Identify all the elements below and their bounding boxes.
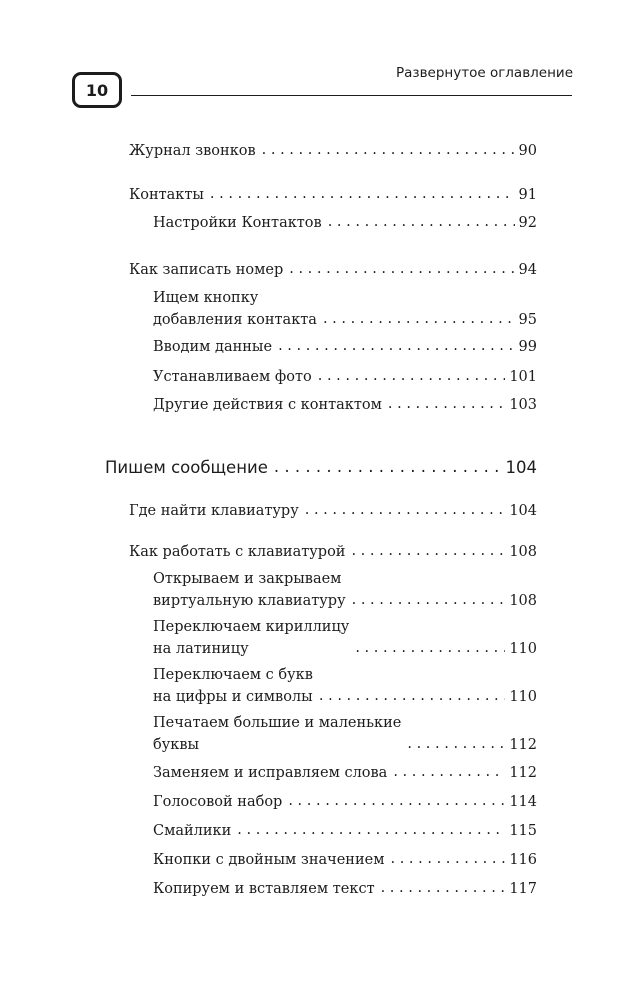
toc-leader-dots	[288, 790, 505, 812]
toc-entry[interactable]	[153, 336, 537, 358]
toc-leader-dots	[305, 499, 506, 521]
toc-entry-page: 99	[518, 339, 537, 355]
running-header-title: Развернутое оглавление	[395, 65, 573, 81]
toc-leader-dots	[318, 365, 506, 387]
toc-entry-title: Открываем и закрываем виртуальную клавиатуру	[153, 571, 346, 609]
toc-leader-dots	[407, 733, 505, 755]
toc-entry-title: Журнал звонков	[129, 143, 256, 159]
toc-entry-title: Переключаем с букв на цифры и символы	[153, 667, 313, 705]
toc-entry-page: 91	[518, 187, 537, 203]
toc-entry[interactable]	[153, 212, 537, 234]
toc-entry-page: 95	[518, 312, 537, 328]
toc-entry-page: 92	[518, 215, 537, 231]
toc-leader-dots	[393, 761, 505, 783]
toc-entry[interactable]	[153, 394, 537, 416]
toc-leader-dots	[319, 685, 505, 707]
toc-leader-dots	[262, 139, 515, 161]
toc-leader-dots	[237, 819, 505, 841]
toc-entry-page: 103	[509, 397, 537, 413]
toc-entry-title: Настройки Контактов	[153, 215, 322, 231]
toc-entry-page: 94	[518, 262, 537, 278]
page-number-badge	[72, 72, 122, 108]
toc-entry-page: 112	[509, 765, 537, 781]
toc-entry[interactable]	[153, 878, 537, 900]
toc-leader-dots	[351, 540, 505, 562]
toc-chapter-entry[interactable]	[105, 457, 537, 479]
toc-leader-dots	[352, 589, 506, 611]
toc-entry-page: 117	[509, 881, 537, 897]
toc-entry-page: 114	[509, 794, 537, 810]
toc-leader-dots	[391, 848, 506, 870]
toc-entry[interactable]	[153, 366, 537, 388]
toc-entry-title: Копируем и вставляем текст	[153, 881, 375, 897]
toc-entry[interactable]	[129, 184, 537, 206]
toc-entry[interactable]	[129, 259, 537, 281]
toc-entry[interactable]	[129, 140, 537, 162]
toc-entry-title: Как работать с клавиатурой	[129, 544, 346, 560]
toc-leader-dots	[289, 258, 514, 280]
toc-entry[interactable]	[153, 849, 537, 871]
toc-entry-page: 90	[518, 143, 537, 159]
toc-entry-title: Другие действия с контактом	[153, 397, 382, 413]
toc-leader-dots	[355, 637, 505, 659]
toc-entry-page: 104	[509, 503, 537, 519]
toc-entry-page: 112	[509, 737, 537, 753]
toc-entry[interactable]	[153, 820, 537, 842]
toc-entry[interactable]	[153, 664, 537, 708]
toc-leader-dots	[388, 393, 505, 415]
toc-entry[interactable]	[129, 500, 537, 522]
toc-entry-page: 110	[509, 641, 537, 657]
toc-entry-page: 108	[509, 593, 537, 609]
page-number: 10	[85, 80, 109, 100]
toc-entry[interactable]	[153, 712, 537, 756]
toc-entry-title: Вводим данные	[153, 339, 273, 355]
toc-entry[interactable]	[153, 616, 537, 660]
toc-entry-page: 115	[509, 823, 537, 839]
toc-entry-title: Кнопки с двойным значением	[153, 852, 385, 868]
toc-leader-dots	[328, 211, 515, 233]
toc-entry[interactable]	[129, 541, 537, 563]
toc-entry-page: 110	[509, 689, 537, 705]
toc-leader-dots	[323, 308, 515, 330]
toc-entry-title: Заменяем и исправляем слова	[153, 765, 388, 781]
toc-entry-title: Контакты	[129, 187, 204, 203]
toc-entry-title: Печатаем большие и маленькие буквы	[153, 715, 402, 753]
toc-entry-title: Пишем сообщение	[105, 458, 268, 477]
toc-entry-title: Переключаем кириллицу на латиницу	[153, 619, 350, 657]
toc-entry[interactable]	[153, 762, 537, 784]
toc-entry-page: 108	[509, 544, 537, 560]
toc-entry[interactable]	[153, 791, 537, 813]
toc-entry-title: Где найти клавиатуру	[129, 503, 299, 519]
toc-entry[interactable]	[153, 287, 537, 331]
toc-entry-page: 104	[505, 458, 537, 477]
toc-leader-dots	[210, 183, 515, 205]
toc-entry[interactable]	[153, 568, 537, 612]
toc-entry-title: Устанавливаем фото	[153, 369, 312, 385]
toc-entry-title: Как записать номер	[129, 262, 284, 278]
toc-leader-dots	[278, 335, 514, 357]
toc-entry-page: 101	[509, 369, 537, 385]
toc-entry-title: Смайлики	[153, 823, 232, 839]
toc-entry-title: Голосовой набор	[153, 794, 283, 810]
toc-leader-dots	[381, 877, 506, 899]
header-rule	[131, 95, 572, 96]
toc-entry-title: Ищем кнопку добавления контакта	[153, 290, 317, 328]
toc-entry-page: 116	[509, 852, 537, 868]
toc-leader-dots	[274, 456, 502, 478]
